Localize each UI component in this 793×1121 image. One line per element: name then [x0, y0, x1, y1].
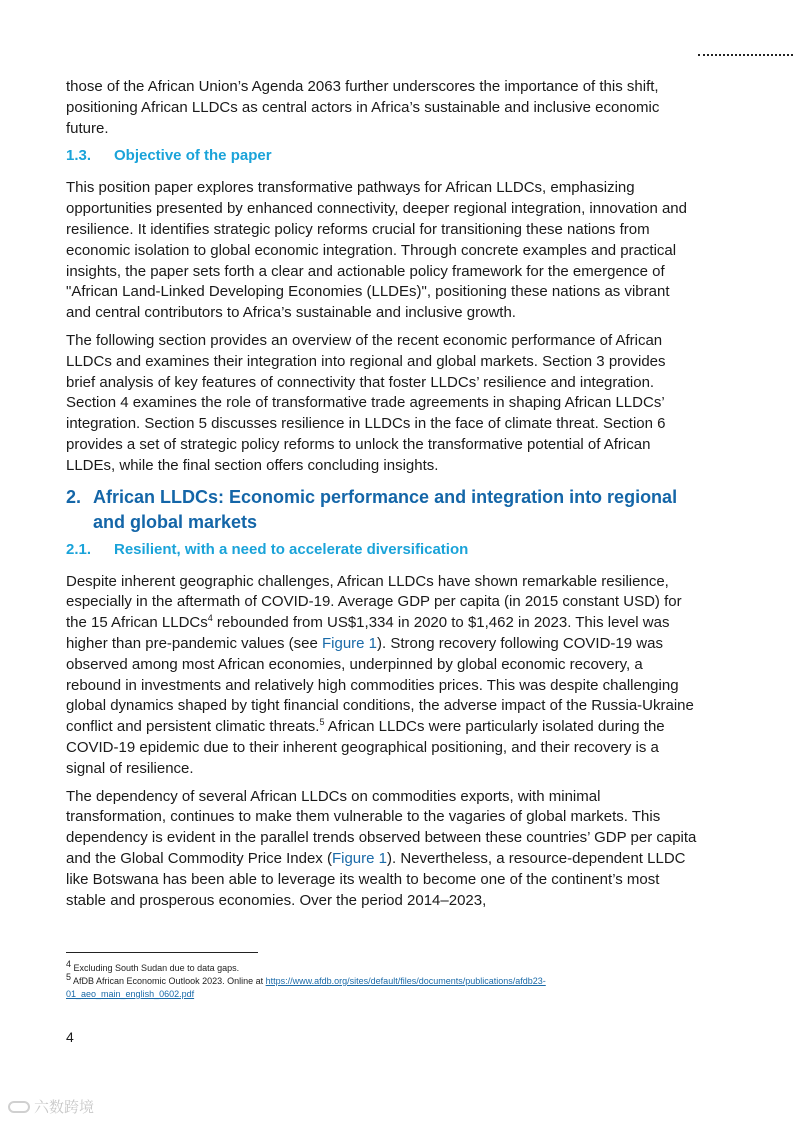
watermark-logo-icon: [8, 1101, 30, 1113]
footnote-text: Excluding South Sudan due to data gaps.: [71, 963, 240, 973]
dependency-paragraph: [66, 787, 698, 912]
footnote-mark: 5: [66, 972, 72, 982]
page-number: 4: [66, 1029, 74, 1045]
objective-paragraph-1: This position paper explores transformative pathways for African LLDCs, emphasizing opportunities presented by enhanced connectivity, deeper regional integration, innovation and resilience. It identifies strategic policy reforms crucial for transitioning these nations from economic isolation to global economic integration. Through concrete examples and practical insights, the paper sets forth a clear and actionable policy framework for the emergence of "African Land-Linked Developing Economies (LLDEs)", positioning these nations as vibrant and central contributors to Africa’s sustainable and inclusive growth.: [66, 179, 687, 322]
text-run: African LLDCs were particularly isolated during the COVID-19 epidemic due to their inherent geographical positioning, and their recovery is a signal of resilience.: [66, 718, 665, 777]
figure-1-link[interactable]: Figure 1: [321, 634, 378, 652]
page-body: [66, 77, 698, 911]
watermark: [8, 1096, 94, 1117]
text-run: Despite inherent geographic challenges, African LLDCs have shown remarkable resilience, especially in the aftermath of COVID-19. Average GDP per capita (in 2015 constant USD) for the 15 African LLDCs: [66, 572, 682, 632]
footnote-5: [66, 972, 666, 1001]
section-1-3-title: Objective of the paper: [114, 147, 272, 165]
section-2-heading: [66, 485, 698, 535]
footnote-rule: [66, 952, 258, 953]
text-run: The dependency of several African LLDCs on commodities exports, with minimal transformation, continues to make them vulnerable to the vagaries of global markets. This dependency is evident in the parallel trends observed between these countries’ GDP per capita and the Global Commodity Price Index (: [66, 787, 697, 867]
afdb-outlook-link[interactable]: https://www.afdb.org/sites/default/files/documents/publications/afdb23-01_aeo_main_english_0602.pdf: [66, 976, 546, 999]
footnote-text: AfDB African Economic Outlook 2023. Online at: [71, 976, 266, 986]
resilience-paragraph: [66, 572, 698, 780]
objective-paragraph-2: The following section provides an overview of the recent economic performance of African LLDCs and examines their integration into regional and global markets. Section 3 provides brief analysis of key features of connectivity that foster LLDCs’ resilience and integration. Section 4 examines the role of transformative trade agreements in shaping African LLDCs’ integration. Section 5 discusses resilience in LLDCs in the face of climate threat. Section 6 provides a set of strategic policy reforms to unlock the transformative potential of African LLDEs, while the final section offers concluding insights.: [66, 331, 666, 474]
section-1-3-number: 1.3.: [66, 147, 92, 165]
section-2-number: 2.: [66, 486, 82, 507]
text-run: rebounded from US$1,334 in 2020 to $1,462 in 2023. This level was higher than pre-pandemic values (see: [66, 614, 670, 652]
section-1-3-heading: [66, 146, 698, 166]
text-run: ). Nevertheless, a resource-dependent LLDC like Botswana has been able to leverage its wealth to become one of the continent’s most stable and prosperous economies. Over the period 2014–2023,: [66, 849, 686, 909]
footnote-4: [66, 959, 666, 975]
intro-paragraph: those of the African Union’s Agenda 2063 further underscores the importance of this shift, positioning African LLDCs as central actors in Africa’s sustainable and inclusive economic future.: [66, 78, 660, 137]
footnote-mark: 4: [66, 959, 72, 969]
footnote-ref-4[interactable]: 4: [207, 613, 213, 624]
header-dotted-rule: [698, 54, 793, 56]
text-run: ). Strong recovery following COVID-19 was observed among most African economies, underpinned by global economic recovery, a rebound in investments and relatively high commodities prices. This was despite challenging global dynamics shaped by tight financial conditions, the adverse impact of the Russia-Ukraine conflict and persistent climatic threats.: [66, 634, 694, 736]
section-2-1-number: 2.1.: [66, 540, 92, 558]
footnote-ref-5[interactable]: 5: [319, 717, 325, 728]
section-2-title: African LLDCs: Economic performance and integration into regional and global markets: [93, 486, 678, 532]
watermark-text: 六数跨境: [34, 1099, 95, 1116]
footnotes: [66, 959, 666, 1001]
figure-1-link[interactable]: Figure 1: [331, 849, 387, 867]
section-2-1-heading: [66, 540, 698, 560]
section-2-1-title: Resilient, with a need to accelerate diversification: [114, 540, 469, 558]
